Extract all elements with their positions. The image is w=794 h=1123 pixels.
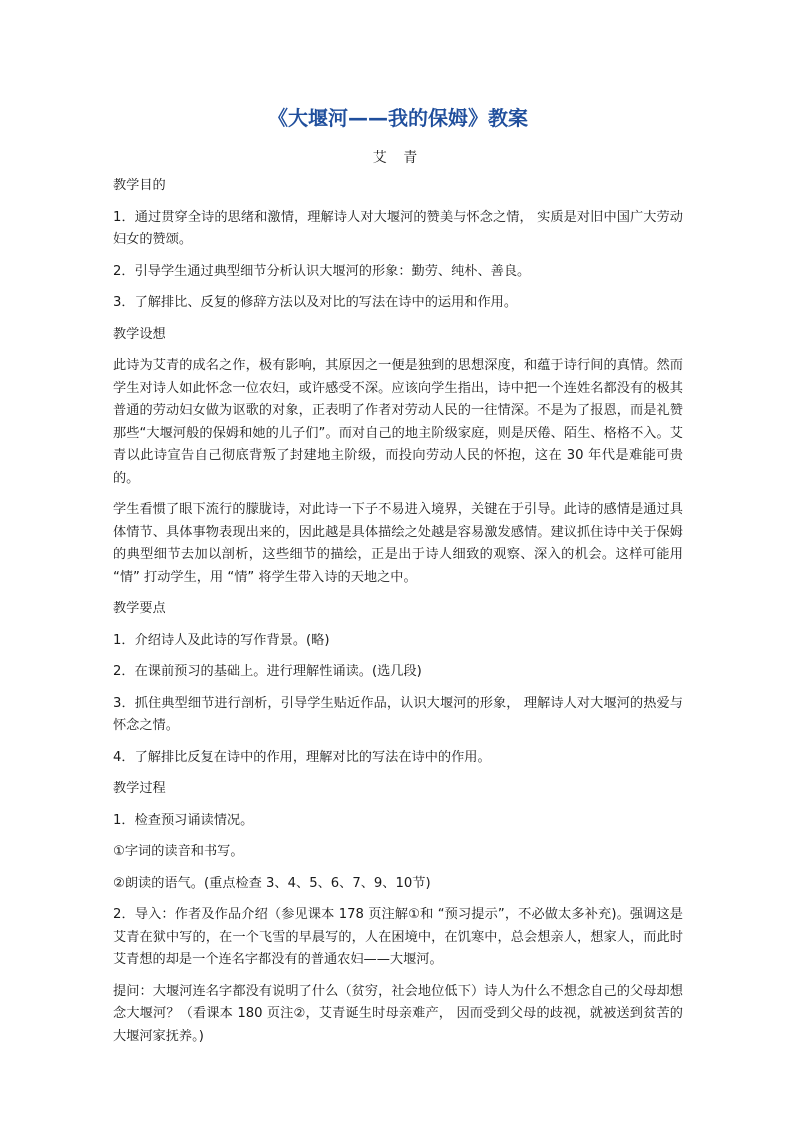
document-author: 艾 青 <box>372 150 424 166</box>
process-item: 1．检查预习诵读情况。 <box>113 812 254 828</box>
document-title: 《大堰河——我的保姆》教案 <box>268 106 528 130</box>
keypoint-item: 2．在课前预习的基础上。进行理解性诵读。(选几段) <box>113 664 422 679</box>
objective-item: 3．了解排比、反复的修辞方法以及对比的写法在诗中的运用和作用。 <box>113 295 518 310</box>
keypoint-item: 1．介绍诗人及此诗的写作背景。(略) <box>113 632 330 648</box>
objective-item: 1．通过贯穿全诗的思绪和激情，理解诗人对大堰河的赞美与怀念之情， 实质是对旧中国广大劳动妇女的赞颂。 <box>113 209 683 247</box>
section-heading-process: 教学过程 <box>113 781 166 796</box>
process-item: ②朗读的语气。(重点检查 3、4、5、6、7、9、10节) <box>113 875 431 891</box>
process-item: ①字词的读音和书写。 <box>113 844 244 859</box>
keypoint-item: 3．抓住典型细节进行剖析，引导学生贴近作品，认识大堰河的形象， 理解诗人对大堰河的热爱与怀念之情。 <box>113 695 683 733</box>
process-item: 提问：大堰河连名字都没有说明了什么（贫穷，社会地位低下）诗人为什么不想念自己的父母却想念大堰河？（看课本 180 页注②，艾青诞生时母亲难产， 因而受到父母的歧视，就被送到贫苦的大堰河家抚养。) <box>113 983 683 1044</box>
process-item: 2．导入：作者及作品介绍（参见课本 178 页注解①和 “预习提示”，不必做太多补充)。强调这是艾青在狱中写的，在一个飞雪的早晨写的，人在困境中，在饥寒中，总会想亲人，想家人，而此时艾青想的却是一个连名字都没有的普通农妇——大堰河。 <box>113 907 683 967</box>
document-body <box>113 104 683 1048</box>
objective-item: 2．引导学生通过典型细节分析认识大堰河的形象：勤劳、纯朴、善良。 <box>113 263 531 279</box>
section-heading-objectives: 教学目的 <box>113 178 166 193</box>
concept-paragraph: 此诗为艾青的成名之作，极有影响，其原因之一便是独到的思想深度，和蕴于诗行间的真情。然而学生对诗人如此怀念一位农妇，或许感受不深。应该向学生指出，诗中把一个连姓名都没有的极其普通的劳动妇女做为讴歌的对象，正表明了作者对劳动人民的一往情深。不是为了报恩，而是礼赞那些“大堰河般的保姆和她的儿子们”。而对自己的地主阶级家庭，则是厌倦、陌生、格格不入。艾青以此诗宣告自己彻底背叛了封建地主阶级，而投向劳动人民的怀抱，这在 30 年代是难能可贵的。 <box>113 358 683 486</box>
section-heading-keypoints: 教学要点 <box>113 601 166 616</box>
section-heading-concept: 教学设想 <box>113 326 166 342</box>
keypoint-item: 4．了解排比反复在诗中的作用，理解对比的写法在诗中的作用。 <box>113 749 491 765</box>
concept-paragraph: 学生看惯了眼下流行的朦胧诗，对此诗一下子不易进入境界，关键在于引导。此诗的感情是通过具体情节、具体事物表现出来的，因此越是具体描绘之处越是容易激发感情。建议抓住诗中关于保姆的典型细节去加以剖析，这些细节的描绘，正是出于诗人细致的观察、深入的机会。这样可能用 “情” 打动学生，用 “情” 将学生带入诗的天地之中。 <box>113 502 683 585</box>
